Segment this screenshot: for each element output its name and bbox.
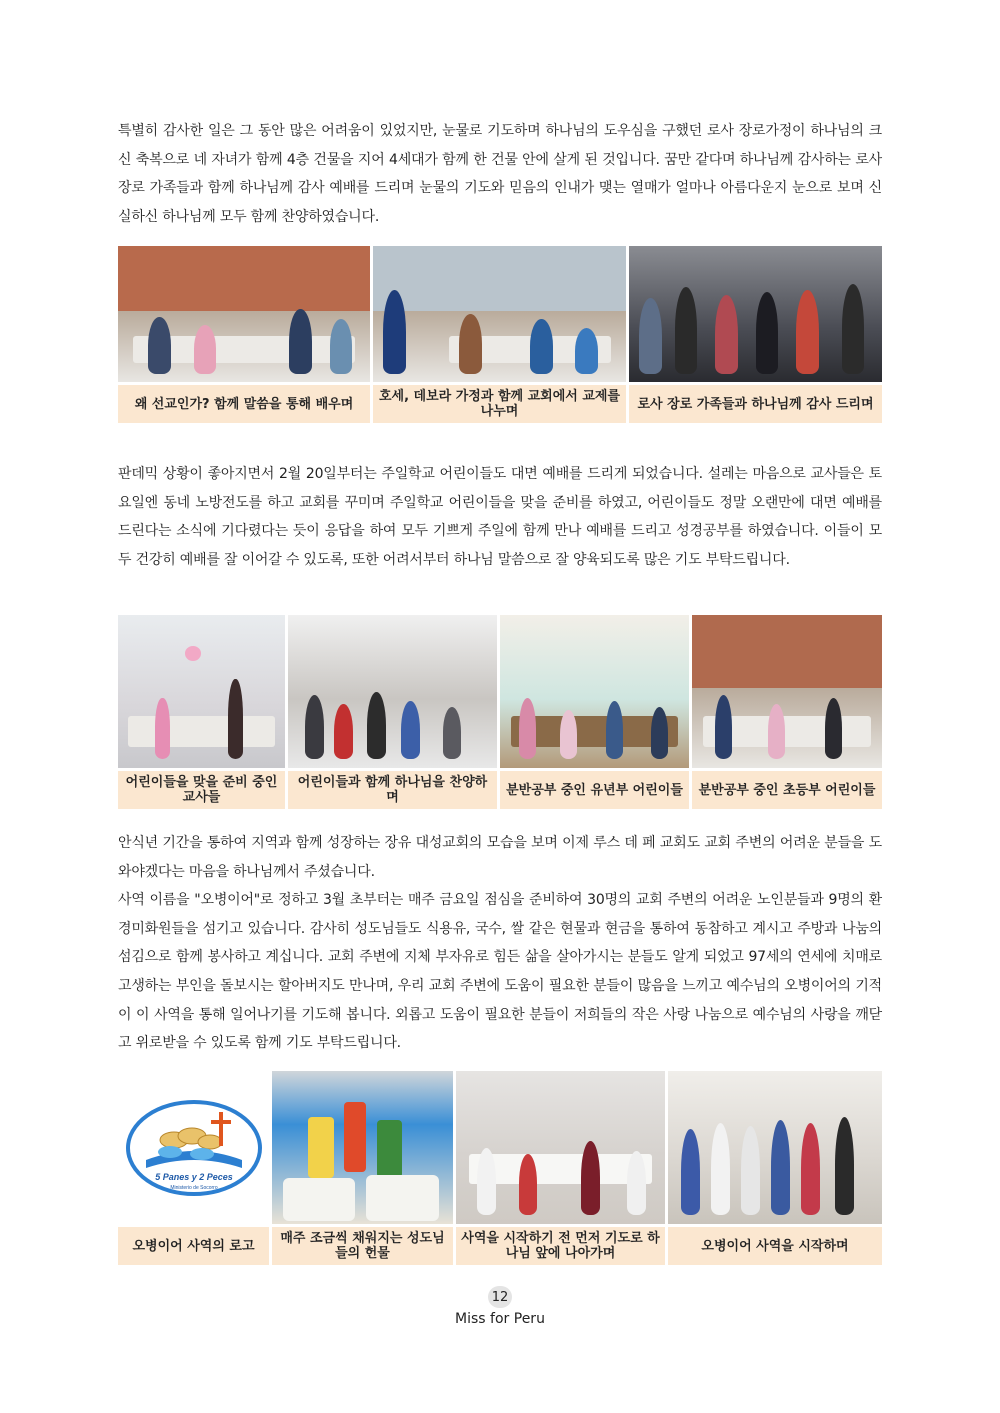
caption-family-thanks: 로사 장로 가족들과 하나님께 감사 드리며	[629, 385, 882, 423]
photo-junior-class	[500, 615, 689, 768]
caption-teachers-preparing: 어린이들을 맞을 준비 중인 교사들	[118, 771, 285, 809]
paragraph-1: 특별히 감사한 일은 그 동안 많은 어려움이 있었지만, 눈물로 기도하며 하나님의 도우심을 구했던 로사 장로가정이 하나님의 크신 축복으로 네 자녀가 함께 4층 건물을 지어 4세대가 함께 한 건물 안에 살게 된 것입니다. 꿈만 같다며 하나님께 감사하는 로사 장로 가족들과 함께 하나님께 감사 예배를 드리며 눈물의 기도와 믿음의 인내가 맺는 열매가 얼마나 아름다운지 눈으로 보며 신실하신 하나님께 모두 함께 찬양하였습니다.	[118, 123, 887, 225]
caption-bible-study: 왜 선교인가? 함께 말씀을 통해 배우며	[118, 385, 370, 423]
ministry-logo	[118, 1071, 269, 1224]
page-number: 12	[488, 1286, 512, 1308]
caption-junior-class: 분반공부 중인 유년부 어린이들	[500, 771, 689, 809]
logo-subtitle: Ministerio de Socorro	[169, 1184, 218, 1191]
photo-ministry-start	[668, 1071, 882, 1224]
photo-gallery-2	[118, 615, 882, 809]
caption-fellowship: 호세, 데보라 가정과 함께 교회에서 교제를 나누며	[373, 385, 626, 423]
photo-offerings	[272, 1071, 453, 1224]
fish-and-bread-logo-icon	[124, 1098, 264, 1198]
photo-fellowship	[373, 246, 626, 382]
footer-title: Miss for Peru	[455, 1311, 545, 1327]
photo-elementary-class	[692, 615, 882, 768]
photo-children-praise	[288, 615, 497, 768]
photo-gallery-3	[118, 1071, 882, 1265]
caption-ministry-start: 오병이어 사역을 시작하며	[668, 1227, 882, 1265]
caption-offerings: 매주 조금씩 채워지는 성도님들의 헌물	[272, 1227, 453, 1265]
paragraph-3: 안식년 기간을 통하여 지역과 함께 성장하는 장유 대성교회의 모습을 보며 이제 루스 데 페 교회도 교회 주변의 어려운 분들을 도와야겠다는 마음을 하나님께서 주셨습니다. 사역 이름을 "오병이어"로 정하고 3월 초부터는 매주 금요일 점심을 준비하여 30명의 교회 주변의 어려운 노인분들과 9명의 환경미화원들을 섬기고 있습니다. 감사히 성도님들도 식용유, 국수, 쌀 같은 현물과 현금을 통하여 동참하고 계시고 주방과 나눔의 섬김으로 함께 봉사하고 계십니다. 교회 주변에 지체 부자유로 힘든 삶을 살아가시는 분들도 알게 되었고 97세의 연세에 치매로 고생하는 부인을 돌보시는 할아버지도 만나며, 우리 교회 주변에 도움이 필요한 분들이 많음을 느끼고 예수님의 오병이어의 기적이 이 사역을 통해 일어나기를 기도해 봅니다. 외롭고 도움이 필요한 분들이 저희들의 작은 사랑 나눔으로 예수님의 사랑을 깨닫고 위로받을 수 있도록 함께 기도 부탁드립니다.	[118, 835, 882, 1052]
caption-logo: 오병이어 사역의 로고	[118, 1227, 269, 1265]
photo-family-thanks	[629, 246, 882, 382]
photo-gallery-1	[118, 246, 882, 423]
paragraph-2: 판데믹 상황이 좋아지면서 2월 20일부터는 주일학교 어린이들도 대면 예배를 드리게 되었습니다. 설레는 마음으로 교사들은 토요일엔 동네 노방전도를 하고 교회를 꾸미며 주일학교 어린이들을 맞을 준비를 하였고, 어린이들도 정말 오랜만에 대면 예배를 드린다는 소식에 기다렸다는 듯이 응답을 하여 모두 기쁘게 주일에 함께 만나 예배를 드리고 성경공부를 하였습니다. 이들이 모두 건강히 예배를 잘 이어갈 수 있도록, 또한 어려서부터 하나님 말씀으로 잘 양육되도록 많은 기도 부탁드립니다.	[118, 466, 887, 568]
photo-prayer-before-ministry	[456, 1071, 665, 1224]
logo-title: 5 Panes y 2 Peces	[154, 1171, 233, 1182]
caption-children-praise: 어린이들과 함께 하나님을 찬양하며	[288, 771, 497, 809]
caption-prayer-before-ministry: 사역을 시작하기 전 먼저 기도로 하나님 앞에 나아가며	[456, 1227, 665, 1265]
photo-bible-study	[118, 246, 370, 382]
photo-teachers-preparing	[118, 615, 285, 768]
caption-elementary-class: 분반공부 중인 초등부 어린이들	[692, 771, 882, 809]
